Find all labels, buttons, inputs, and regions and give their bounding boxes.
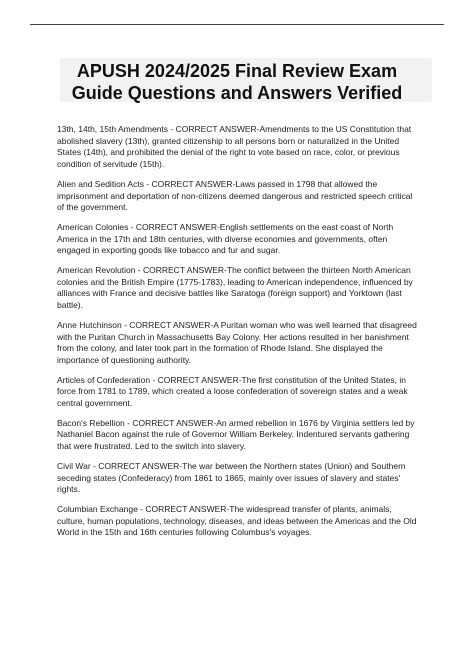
qa-entry: Anne Hutchinson - CORRECT ANSWER-A Puritan woman who was well learned that disagreed with the Puritan Church in Massachusetts Bay Colony. Her actions resulted in her banishment from the colony, and later took part in the formation of Rhode Island. She displayed the importance of questioning authority.: [57, 319, 417, 365]
qa-entry: American Revolution - CORRECT ANSWER-The conflict between the thirteen North American colonies and the British Empire (1775-1783), leading to American independence, influenced by alliances with France and decisive battles like Saratoga (foreign support) and Yorktown (last battle).: [57, 265, 413, 311]
title-line-2: Guide Questions and Answers Verified: [71, 83, 403, 103]
title-line-1: APUSH 2024/2025 Final Review Exam: [76, 61, 398, 81]
qa-entry: Articles of Confederation - CORRECT ANSWER-The first constitution of the United States, in force from 1781 to 1789, which created a loose confederation of sovereign states and a weak central government.: [57, 374, 408, 409]
qa-entry: American Colonies - CORRECT ANSWER-English settlements on the east coast of North America in the 17th and 18th centuries, with diverse economies and governments, often engaged in exporting goods like tobacco and fur and sugar.: [57, 221, 394, 256]
qa-entry: Alien and Sedition Acts - CORRECT ANSWER-Laws passed in 1798 that allowed the imprisonment and deportation of non-citizens deemed dangerous and restricted speech critical of the government.: [57, 178, 413, 213]
qa-entry: 13th, 14th, 15th Amendments - CORRECT ANSWER-Amendments to the US Constitution that abolished slavery (13th), granted citizenship to all persons born or naturalized in the United States (14th), and prohibited the denial of the right to vote based on race, color, or previous condition of servitude (15th).: [57, 124, 412, 170]
qa-entry: Columbian Exchange - CORRECT ANSWER-The widespread transfer of plants, animals, culture, human populations, technology, diseases, and ideas between the Americas and the Old World in the 15th and 16th centuries following Columbus's voyages.: [57, 503, 417, 538]
qa-entry: Civil War - CORRECT ANSWER-The war between the Northern states (Union) and Southern seceding states (Confederacy) from 1861 to 1865, mainly over issues of slavery and states' rights.: [57, 460, 406, 495]
page-title: [42, 60, 432, 104]
top-divider: [30, 24, 444, 25]
qa-list: [57, 124, 417, 547]
qa-entry: Bacon's Rebellion - CORRECT ANSWER-An armed rebellion in 1676 by Virginia settlers led by Nathaniel Bacon against the rule of Governor William Berkeley. Indentured servants gathering that were frustrated. Led to the switch into slavery.: [57, 417, 415, 452]
